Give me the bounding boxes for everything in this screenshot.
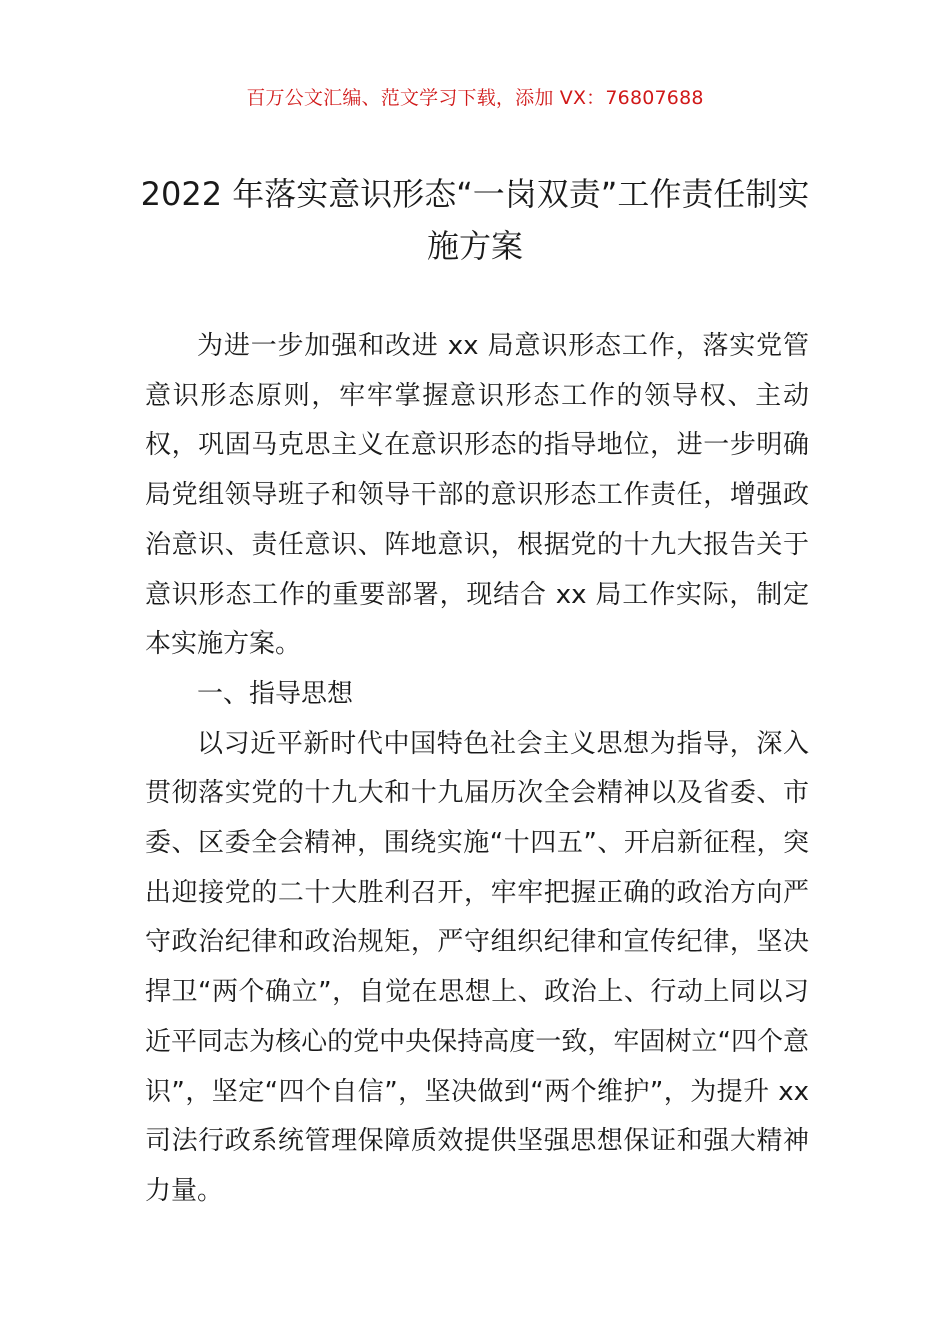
guiding-thought-paragraph: 以习近平新时代中国特色社会主义思想为指导，深入贯彻落实党的十九大和十九届历次全会精神以及省委、市委、区委全会精神，围绕实施“十四五”、开启新征程，突出迎接党的二十大胜利召开，牢牢把握正确的政治方向严守政治纪律和政治规矩，严守组织纪律和宣传纪律，坚决捍卫“两个确立”，自觉在思想上、政治上、行动上同以习近平同志为核心的党中央保持高度一致，牢固树立“四个意识”，坚定“四个自信”，坚决做到“两个维护”，为提升 xx 司法行政系统管理保障质效提供坚强思想保证和强大精神力量。 bbox=[145, 728, 809, 1206]
document-body bbox=[145, 322, 809, 1217]
section-heading-guiding-thought: 一、指导思想 bbox=[197, 678, 354, 709]
intro-paragraph: 为进一步加强和改进 xx 局意识形态工作，落实党管意识形态原则，牢牢掌握意识形态工作的领导权、主动权，巩固马克思主义在意识形态的指导地位，进一步明确局党组领导班子和领导干部的意识形态工作责任，增强政治意识、责任意识、阵地意识，根据党的十九大报告关于意识形态工作的重要部署，现结合 xx 局工作实际，制定本实施方案。 bbox=[145, 331, 809, 660]
document-title: 2022 年落实意识形态“一岗双责”工作责任制实施方案 bbox=[140, 175, 810, 265]
header-watermark-note: 百万公文汇编、范文学习下载，添加 VX：76807688 bbox=[246, 87, 704, 109]
